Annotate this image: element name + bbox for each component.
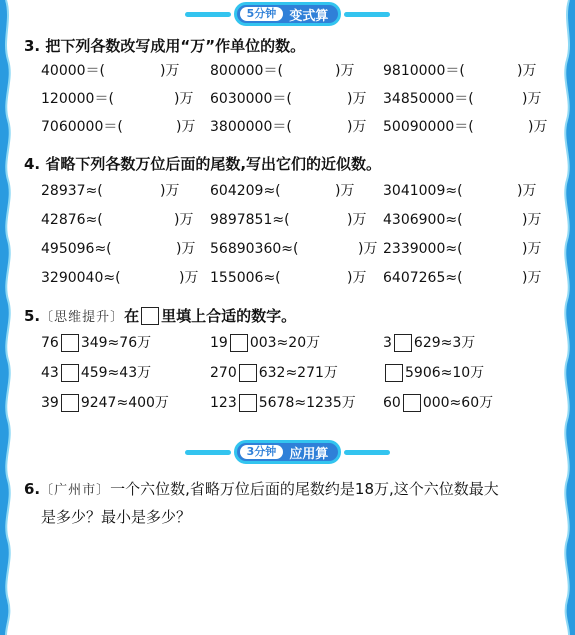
q3-expression: 34850000＝( — [383, 91, 474, 107]
q4-expression: 3041009≈( — [383, 183, 463, 199]
q5-item — [41, 332, 151, 354]
q3-row — [14, 116, 561, 138]
q3-unit: )万 — [174, 91, 194, 107]
q5-item — [383, 362, 484, 384]
q5-suffix-expression: 5678≈1235万 — [258, 395, 356, 411]
app-ribbon-title: 应用算 — [289, 446, 329, 462]
app-ribbon-line-right — [344, 450, 390, 455]
q5-suffix-expression: 459≈43万 — [80, 365, 152, 381]
q5-row — [14, 362, 561, 384]
q3-row — [14, 88, 561, 110]
q5-prefix-digits: 3 — [383, 335, 392, 351]
q4-expression: 56890360≈( — [210, 241, 299, 257]
q3-unit: )万 — [528, 119, 548, 135]
q4-unit: )万 — [522, 270, 542, 286]
q5-prefix-digits: 39 — [41, 395, 59, 411]
q4-unit: )万 — [522, 241, 542, 257]
ribbon-line-right — [344, 12, 390, 17]
right-wavy-border — [561, 0, 575, 635]
q3-expression: 40000＝( — [41, 63, 105, 79]
q4-unit: )万 — [179, 270, 199, 286]
app-ribbon-pill — [234, 440, 342, 464]
q4-unit: )万 — [160, 183, 180, 199]
q5-digit-box[interactable] — [385, 364, 403, 382]
worksheet-page — [14, 0, 561, 635]
q3-expression: 120000＝( — [41, 91, 114, 107]
q4-unit: )万 — [176, 241, 196, 257]
q5-prefix-digits: 43 — [41, 365, 59, 381]
q5-suffix-expression: 9247≈400万 — [80, 395, 169, 411]
q3-expression: 50090000＝( — [383, 119, 474, 135]
q4-unit: )万 — [347, 212, 367, 228]
q3-unit: )万 — [176, 119, 196, 135]
q4-expression: 4306900≈( — [383, 212, 463, 228]
q5-row — [14, 392, 561, 414]
q5-number: 5. — [24, 306, 41, 325]
q3-unit: )万 — [160, 63, 180, 79]
header-ribbon — [14, 2, 561, 26]
q5-text-after: 里填上合适的数字。 — [161, 307, 297, 325]
q3-expression: 7060000＝( — [41, 119, 123, 135]
q3-expression: 800000＝( — [210, 63, 283, 79]
q5-item — [210, 392, 356, 414]
q5-tag: 〔思维提升〕 — [40, 310, 125, 325]
q4-expression: 495096≈( — [41, 241, 112, 257]
q5-digit-box[interactable] — [61, 334, 79, 352]
q5-digit-box[interactable] — [230, 334, 248, 352]
q5-item — [210, 362, 338, 384]
q5-suffix-expression: 003≈20万 — [249, 335, 321, 351]
q4-expression: 6407265≈( — [383, 270, 463, 286]
q5-suffix-expression: 5906≈10万 — [405, 365, 485, 381]
q3-unit: )万 — [335, 63, 355, 79]
q3-expression: 9810000＝( — [383, 63, 465, 79]
q4-expression: 2339000≈( — [383, 241, 463, 257]
q5-prefix-digits: 270 — [210, 365, 237, 381]
q3-unit: )万 — [347, 119, 367, 135]
q4-unit: )万 — [517, 183, 537, 199]
q4-title: 4. 省略下列各数万位后面的尾数,写出它们的近似数。 — [24, 155, 382, 173]
q5-text-before: 在 — [124, 307, 140, 325]
q5-item — [210, 332, 320, 354]
q5-prefix-digits: 123 — [210, 395, 237, 411]
q5-digit-box[interactable] — [61, 364, 79, 382]
q5-suffix-expression: 632≈271万 — [258, 365, 338, 381]
q3-expression: 6030000＝( — [210, 91, 292, 107]
q6-title — [24, 478, 499, 499]
q5-item — [41, 362, 151, 384]
q3-expression: 3800000＝( — [210, 119, 292, 135]
q6-line1: 一个六位数,省略万位后面的尾数约是18万,这个六位数最大 — [110, 480, 499, 498]
q4-expression: 3290040≈( — [41, 270, 121, 286]
q5-suffix-expression: 000≈60万 — [422, 395, 494, 411]
q3-title: 3. 把下列各数改写成用“万”作单位的数。 — [24, 37, 306, 55]
q4-expression: 9897851≈( — [210, 212, 290, 228]
q4-unit: )万 — [174, 212, 194, 228]
q4-unit: )万 — [522, 212, 542, 228]
q5-digit-box[interactable] — [239, 364, 257, 382]
q4-expression: 155006≈( — [210, 270, 281, 286]
q4-expression: 28937≈( — [41, 183, 103, 199]
q5-digit-box[interactable] — [403, 394, 421, 412]
q5-suffix-expression: 349≈76万 — [80, 335, 152, 351]
q6-number: 6. — [24, 479, 41, 498]
application-ribbon — [14, 440, 561, 464]
q5-digit-box[interactable] — [61, 394, 79, 412]
ribbon-pill — [234, 2, 342, 26]
q5-row — [14, 332, 561, 354]
q5-digit-box[interactable] — [394, 334, 412, 352]
q5-digit-box[interactable] — [239, 394, 257, 412]
q3-unit: )万 — [517, 63, 537, 79]
q4-row — [14, 238, 561, 260]
q3-unit: )万 — [522, 91, 542, 107]
q4-row — [14, 180, 561, 202]
q3-row — [14, 60, 561, 82]
q5-suffix-expression: 629≈3万 — [413, 335, 476, 351]
q5-title — [24, 305, 296, 326]
q5-prefix-digits: 60 — [383, 395, 401, 411]
q6-tag: 〔广州市〕 — [40, 483, 111, 498]
q4-row — [14, 267, 561, 289]
app-ribbon-minutes: 3分钟 — [240, 445, 284, 459]
q5-item — [383, 332, 475, 354]
left-wavy-border — [0, 0, 14, 635]
ribbon-minutes: 5分钟 — [240, 7, 284, 21]
q4-unit: )万 — [347, 270, 367, 286]
q3-unit: )万 — [347, 91, 367, 107]
q4-expression: 604209≈( — [210, 183, 281, 199]
q5-prefix-digits: 19 — [210, 335, 228, 351]
q5-prefix-digits: 76 — [41, 335, 59, 351]
q4-row — [14, 209, 561, 231]
q5-item — [383, 392, 493, 414]
q6-line2: 是多少？最小是多少？ — [41, 508, 192, 526]
q4-expression: 42876≈( — [41, 212, 103, 228]
q4-unit: )万 — [335, 183, 355, 199]
app-ribbon-line-left — [185, 450, 231, 455]
q5-item — [41, 392, 169, 414]
ribbon-title: 变式算 — [289, 8, 329, 24]
ribbon-line-left — [185, 12, 231, 17]
q4-unit: )万 — [358, 241, 378, 257]
q5-title-box — [141, 307, 159, 325]
